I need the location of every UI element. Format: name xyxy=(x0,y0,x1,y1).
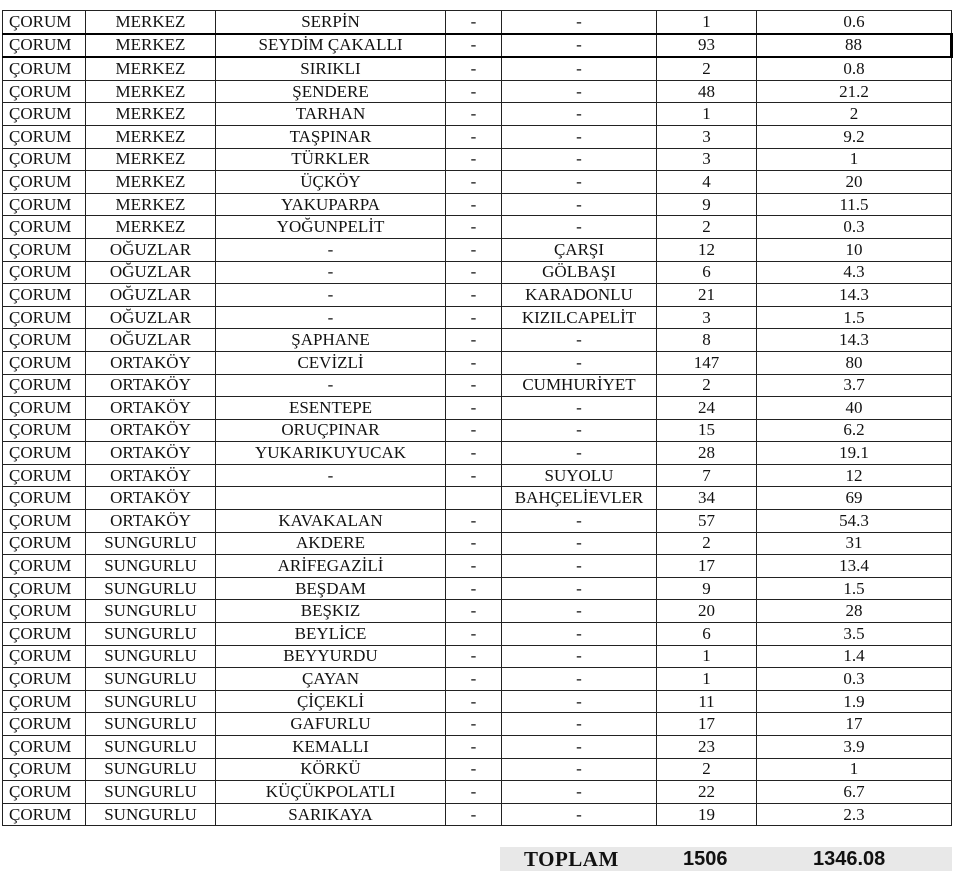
neighborhood-cell: - xyxy=(502,623,657,646)
table-row xyxy=(3,329,952,352)
village-cell: - xyxy=(216,284,446,307)
col4-cell: - xyxy=(446,532,502,555)
value-cell: 17 xyxy=(757,713,952,736)
district-cell: ORTAKÖY xyxy=(86,374,216,397)
district-cell: ORTAKÖY xyxy=(86,487,216,510)
province-cell: ÇORUM xyxy=(3,306,86,329)
province-cell: ÇORUM xyxy=(3,668,86,691)
district-cell: MERKEZ xyxy=(86,171,216,194)
village-cell: AKDERE xyxy=(216,532,446,555)
value-cell: 11.5 xyxy=(757,193,952,216)
village-cell: SERPİN xyxy=(216,11,446,34)
neighborhood-cell: KIZILCAPELİT xyxy=(502,306,657,329)
value-cell: 10 xyxy=(757,238,952,261)
count-cell: 1 xyxy=(657,645,757,668)
count-cell: 3 xyxy=(657,148,757,171)
count-cell: 7 xyxy=(657,464,757,487)
col4-cell: - xyxy=(446,125,502,148)
col4-cell: - xyxy=(446,193,502,216)
table-row xyxy=(3,351,952,374)
village-cell: SARIKAYA xyxy=(216,803,446,826)
district-cell: SUNGURLU xyxy=(86,736,216,759)
province-cell: ÇORUM xyxy=(3,713,86,736)
neighborhood-cell: - xyxy=(502,80,657,103)
col4-cell: - xyxy=(446,758,502,781)
col4-cell: - xyxy=(446,397,502,420)
village-cell: ŞAPHANE xyxy=(216,329,446,352)
province-cell: ÇORUM xyxy=(3,758,86,781)
count-cell: 2 xyxy=(657,532,757,555)
count-cell: 2 xyxy=(657,374,757,397)
count-cell: 6 xyxy=(657,623,757,646)
village-cell: BEŞKIZ xyxy=(216,600,446,623)
col4-cell: - xyxy=(446,11,502,34)
table-row xyxy=(3,34,952,58)
count-cell: 4 xyxy=(657,171,757,194)
neighborhood-cell: - xyxy=(502,103,657,126)
province-cell: ÇORUM xyxy=(3,419,86,442)
table-row xyxy=(3,487,952,510)
count-cell: 1 xyxy=(657,668,757,691)
neighborhood-cell: - xyxy=(502,11,657,34)
value-cell: 40 xyxy=(757,397,952,420)
neighborhood-cell: - xyxy=(502,645,657,668)
village-cell: - xyxy=(216,306,446,329)
province-cell: ÇORUM xyxy=(3,781,86,804)
count-cell: 48 xyxy=(657,80,757,103)
table-row xyxy=(3,577,952,600)
table-row xyxy=(3,148,952,171)
table-row xyxy=(3,781,952,804)
district-cell: MERKEZ xyxy=(86,193,216,216)
district-cell: ORTAKÖY xyxy=(86,510,216,533)
province-cell: ÇORUM xyxy=(3,329,86,352)
village-cell: - xyxy=(216,374,446,397)
value-cell: 1 xyxy=(757,148,952,171)
village-cell: - xyxy=(216,238,446,261)
col4-cell: - xyxy=(446,284,502,307)
neighborhood-cell: - xyxy=(502,736,657,759)
col4-cell: - xyxy=(446,645,502,668)
table-row xyxy=(3,80,952,103)
village-cell: YOĞUNPELİT xyxy=(216,216,446,239)
village-cell: BEŞDAM xyxy=(216,577,446,600)
neighborhood-cell: - xyxy=(502,193,657,216)
col4-cell: - xyxy=(446,57,502,80)
neighborhood-cell: - xyxy=(502,34,657,58)
province-cell: ÇORUM xyxy=(3,464,86,487)
village-cell: BEYYURDU xyxy=(216,645,446,668)
neighborhood-cell: - xyxy=(502,329,657,352)
table-row xyxy=(3,57,952,80)
value-cell: 12 xyxy=(757,464,952,487)
neighborhood-cell: - xyxy=(502,57,657,80)
district-cell: ORTAKÖY xyxy=(86,464,216,487)
value-cell: 21.2 xyxy=(757,80,952,103)
count-cell: 2 xyxy=(657,57,757,80)
village-cell: YUKARIKUYUCAK xyxy=(216,442,446,465)
district-cell: MERKEZ xyxy=(86,11,216,34)
village-cell: TARHAN xyxy=(216,103,446,126)
table-row xyxy=(3,216,952,239)
neighborhood-cell: - xyxy=(502,668,657,691)
neighborhood-cell: GÖLBAŞI xyxy=(502,261,657,284)
province-cell: ÇORUM xyxy=(3,555,86,578)
table-row xyxy=(3,238,952,261)
col4-cell: - xyxy=(446,668,502,691)
table-row xyxy=(3,758,952,781)
village-cell: ÜÇKÖY xyxy=(216,171,446,194)
province-cell: ÇORUM xyxy=(3,487,86,510)
province-cell: ÇORUM xyxy=(3,351,86,374)
col4-cell: - xyxy=(446,713,502,736)
value-cell: 1.4 xyxy=(757,645,952,668)
count-cell: 147 xyxy=(657,351,757,374)
count-cell: 20 xyxy=(657,600,757,623)
col4-cell: - xyxy=(446,464,502,487)
table-row xyxy=(3,736,952,759)
value-cell: 6.2 xyxy=(757,419,952,442)
village-cell: CEVİZLİ xyxy=(216,351,446,374)
province-cell: ÇORUM xyxy=(3,442,86,465)
total-count: 1506 xyxy=(683,848,728,870)
table-row xyxy=(3,374,952,397)
value-cell: 1 xyxy=(757,758,952,781)
count-cell: 1 xyxy=(657,11,757,34)
table-row xyxy=(3,690,952,713)
district-cell: ORTAKÖY xyxy=(86,351,216,374)
province-cell: ÇORUM xyxy=(3,397,86,420)
province-cell: ÇORUM xyxy=(3,171,86,194)
district-cell: OĞUZLAR xyxy=(86,306,216,329)
province-cell: ÇORUM xyxy=(3,125,86,148)
table-row xyxy=(3,645,952,668)
province-cell: ÇORUM xyxy=(3,645,86,668)
village-cell: ÇİÇEKLİ xyxy=(216,690,446,713)
value-cell: 1.9 xyxy=(757,690,952,713)
neighborhood-cell: - xyxy=(502,781,657,804)
neighborhood-cell: - xyxy=(502,510,657,533)
col4-cell: - xyxy=(446,600,502,623)
neighborhood-cell: ÇARŞI xyxy=(502,238,657,261)
value-cell: 0.3 xyxy=(757,668,952,691)
col4-cell: - xyxy=(446,80,502,103)
value-cell: 13.4 xyxy=(757,555,952,578)
district-cell: SUNGURLU xyxy=(86,555,216,578)
col4-cell: - xyxy=(446,623,502,646)
col4-cell: - xyxy=(446,351,502,374)
table-row xyxy=(3,11,952,34)
value-cell: 1.5 xyxy=(757,577,952,600)
count-cell: 6 xyxy=(657,261,757,284)
neighborhood-cell: - xyxy=(502,600,657,623)
col4-cell: - xyxy=(446,171,502,194)
province-cell: ÇORUM xyxy=(3,600,86,623)
value-cell: 3.9 xyxy=(757,736,952,759)
value-cell: 54.3 xyxy=(757,510,952,533)
value-cell: 3.5 xyxy=(757,623,952,646)
district-cell: ORTAKÖY xyxy=(86,442,216,465)
count-cell: 93 xyxy=(657,34,757,58)
neighborhood-cell: SUYOLU xyxy=(502,464,657,487)
total-bar xyxy=(500,847,952,871)
province-cell: ÇORUM xyxy=(3,193,86,216)
district-cell: OĞUZLAR xyxy=(86,329,216,352)
value-cell: 9.2 xyxy=(757,125,952,148)
table-row xyxy=(3,532,952,555)
col4-cell: - xyxy=(446,803,502,826)
col4-cell: - xyxy=(446,690,502,713)
province-cell: ÇORUM xyxy=(3,510,86,533)
count-cell: 22 xyxy=(657,781,757,804)
table-row xyxy=(3,803,952,826)
count-cell: 2 xyxy=(657,758,757,781)
neighborhood-cell: - xyxy=(502,351,657,374)
col4-cell: - xyxy=(446,34,502,58)
col4-cell: - xyxy=(446,781,502,804)
count-cell: 23 xyxy=(657,736,757,759)
table-row xyxy=(3,464,952,487)
count-cell: 3 xyxy=(657,125,757,148)
village-cell: BEYLİCE xyxy=(216,623,446,646)
table-row xyxy=(3,397,952,420)
value-cell: 28 xyxy=(757,600,952,623)
village-cell: KÖRKÜ xyxy=(216,758,446,781)
neighborhood-cell: - xyxy=(502,171,657,194)
col4-cell: - xyxy=(446,103,502,126)
neighborhood-cell: BAHÇELİEVLER xyxy=(502,487,657,510)
district-cell: SUNGURLU xyxy=(86,758,216,781)
village-cell: KAVAKALAN xyxy=(216,510,446,533)
village-cell: KÜÇÜKPOLATLI xyxy=(216,781,446,804)
village-cell xyxy=(216,487,446,510)
village-cell: ŞENDERE xyxy=(216,80,446,103)
neighborhood-cell: - xyxy=(502,125,657,148)
count-cell: 2 xyxy=(657,216,757,239)
col4-cell: - xyxy=(446,374,502,397)
value-cell: 2.3 xyxy=(757,803,952,826)
village-cell: GAFURLU xyxy=(216,713,446,736)
district-cell: SUNGURLU xyxy=(86,623,216,646)
table-row xyxy=(3,713,952,736)
village-cell: - xyxy=(216,261,446,284)
table-row xyxy=(3,510,952,533)
count-cell: 3 xyxy=(657,306,757,329)
province-cell: ÇORUM xyxy=(3,148,86,171)
district-cell: SUNGURLU xyxy=(86,781,216,804)
village-cell: - xyxy=(216,464,446,487)
neighborhood-cell: - xyxy=(502,419,657,442)
table-body xyxy=(3,11,952,826)
district-cell: OĞUZLAR xyxy=(86,284,216,307)
district-cell: MERKEZ xyxy=(86,216,216,239)
table-row xyxy=(3,306,952,329)
neighborhood-cell: - xyxy=(502,803,657,826)
province-cell: ÇORUM xyxy=(3,216,86,239)
district-cell: ORTAKÖY xyxy=(86,419,216,442)
table-row xyxy=(3,284,952,307)
value-cell: 80 xyxy=(757,351,952,374)
total-value: 1346.08 xyxy=(813,848,886,870)
count-cell: 15 xyxy=(657,419,757,442)
province-cell: ÇORUM xyxy=(3,803,86,826)
value-cell: 3.7 xyxy=(757,374,952,397)
count-cell: 17 xyxy=(657,555,757,578)
col4-cell: - xyxy=(446,306,502,329)
district-cell: SUNGURLU xyxy=(86,645,216,668)
district-cell: SUNGURLU xyxy=(86,600,216,623)
value-cell: 69 xyxy=(757,487,952,510)
count-cell: 1 xyxy=(657,103,757,126)
district-cell: SUNGURLU xyxy=(86,532,216,555)
district-cell: MERKEZ xyxy=(86,80,216,103)
province-cell: ÇORUM xyxy=(3,80,86,103)
table-row xyxy=(3,103,952,126)
table-row xyxy=(3,600,952,623)
district-cell: OĞUZLAR xyxy=(86,261,216,284)
table-row xyxy=(3,442,952,465)
col4-cell: - xyxy=(446,148,502,171)
village-cell: SEYDİM ÇAKALLI xyxy=(216,34,446,58)
value-cell: 2 xyxy=(757,103,952,126)
value-cell: 4.3 xyxy=(757,261,952,284)
neighborhood-cell: - xyxy=(502,532,657,555)
province-cell: ÇORUM xyxy=(3,238,86,261)
data-table xyxy=(2,10,953,826)
village-cell: TÜRKLER xyxy=(216,148,446,171)
village-cell: ÇAYAN xyxy=(216,668,446,691)
district-cell: OĞUZLAR xyxy=(86,238,216,261)
count-cell: 9 xyxy=(657,577,757,600)
value-cell: 14.3 xyxy=(757,284,952,307)
district-cell: ORTAKÖY xyxy=(86,397,216,420)
village-cell: ARİFEGAZİLİ xyxy=(216,555,446,578)
value-cell: 6.7 xyxy=(757,781,952,804)
col4-cell xyxy=(446,487,502,510)
total-label: TOPLAM xyxy=(524,847,619,871)
province-cell: ÇORUM xyxy=(3,690,86,713)
neighborhood-cell: - xyxy=(502,397,657,420)
value-cell: 88 xyxy=(757,34,952,58)
value-cell: 31 xyxy=(757,532,952,555)
table-row xyxy=(3,623,952,646)
value-cell: 0.3 xyxy=(757,216,952,239)
district-cell: MERKEZ xyxy=(86,103,216,126)
col4-cell: - xyxy=(446,238,502,261)
village-cell: TAŞPINAR xyxy=(216,125,446,148)
district-cell: SUNGURLU xyxy=(86,577,216,600)
count-cell: 28 xyxy=(657,442,757,465)
province-cell: ÇORUM xyxy=(3,11,86,34)
value-cell: 20 xyxy=(757,171,952,194)
neighborhood-cell: CUMHURİYET xyxy=(502,374,657,397)
village-cell: ESENTEPE xyxy=(216,397,446,420)
province-cell: ÇORUM xyxy=(3,284,86,307)
village-cell: KEMALLI xyxy=(216,736,446,759)
neighborhood-cell: KARADONLU xyxy=(502,284,657,307)
count-cell: 11 xyxy=(657,690,757,713)
province-cell: ÇORUM xyxy=(3,57,86,80)
count-cell: 19 xyxy=(657,803,757,826)
village-cell: ORUÇPINAR xyxy=(216,419,446,442)
province-cell: ÇORUM xyxy=(3,532,86,555)
district-cell: SUNGURLU xyxy=(86,713,216,736)
col4-cell: - xyxy=(446,510,502,533)
neighborhood-cell: - xyxy=(502,148,657,171)
village-cell: SIRIKLI xyxy=(216,57,446,80)
province-cell: ÇORUM xyxy=(3,34,86,58)
value-cell: 19.1 xyxy=(757,442,952,465)
col4-cell: - xyxy=(446,261,502,284)
col4-cell: - xyxy=(446,329,502,352)
table-row xyxy=(3,555,952,578)
value-cell: 1.5 xyxy=(757,306,952,329)
neighborhood-cell: - xyxy=(502,555,657,578)
province-cell: ÇORUM xyxy=(3,374,86,397)
neighborhood-cell: - xyxy=(502,758,657,781)
province-cell: ÇORUM xyxy=(3,623,86,646)
province-cell: ÇORUM xyxy=(3,261,86,284)
table-row xyxy=(3,668,952,691)
table-row xyxy=(3,261,952,284)
count-cell: 34 xyxy=(657,487,757,510)
neighborhood-cell: - xyxy=(502,713,657,736)
value-cell: 14.3 xyxy=(757,329,952,352)
village-cell: YAKUPARPA xyxy=(216,193,446,216)
col4-cell: - xyxy=(446,442,502,465)
value-cell: 0.6 xyxy=(757,11,952,34)
count-cell: 8 xyxy=(657,329,757,352)
count-cell: 12 xyxy=(657,238,757,261)
neighborhood-cell: - xyxy=(502,442,657,465)
count-cell: 57 xyxy=(657,510,757,533)
district-cell: SUNGURLU xyxy=(86,690,216,713)
count-cell: 17 xyxy=(657,713,757,736)
col4-cell: - xyxy=(446,736,502,759)
value-cell: 0.8 xyxy=(757,57,952,80)
table-row xyxy=(3,125,952,148)
count-cell: 24 xyxy=(657,397,757,420)
district-cell: MERKEZ xyxy=(86,125,216,148)
neighborhood-cell: - xyxy=(502,577,657,600)
neighborhood-cell: - xyxy=(502,216,657,239)
district-cell: MERKEZ xyxy=(86,34,216,58)
neighborhood-cell: - xyxy=(502,690,657,713)
col4-cell: - xyxy=(446,216,502,239)
col4-cell: - xyxy=(446,419,502,442)
table-row xyxy=(3,171,952,194)
district-cell: SUNGURLU xyxy=(86,668,216,691)
table-row xyxy=(3,419,952,442)
col4-cell: - xyxy=(446,577,502,600)
col4-cell: - xyxy=(446,555,502,578)
district-cell: SUNGURLU xyxy=(86,803,216,826)
count-cell: 9 xyxy=(657,193,757,216)
province-cell: ÇORUM xyxy=(3,103,86,126)
province-cell: ÇORUM xyxy=(3,736,86,759)
district-cell: MERKEZ xyxy=(86,57,216,80)
count-cell: 21 xyxy=(657,284,757,307)
province-cell: ÇORUM xyxy=(3,577,86,600)
district-cell: MERKEZ xyxy=(86,148,216,171)
table-row xyxy=(3,193,952,216)
